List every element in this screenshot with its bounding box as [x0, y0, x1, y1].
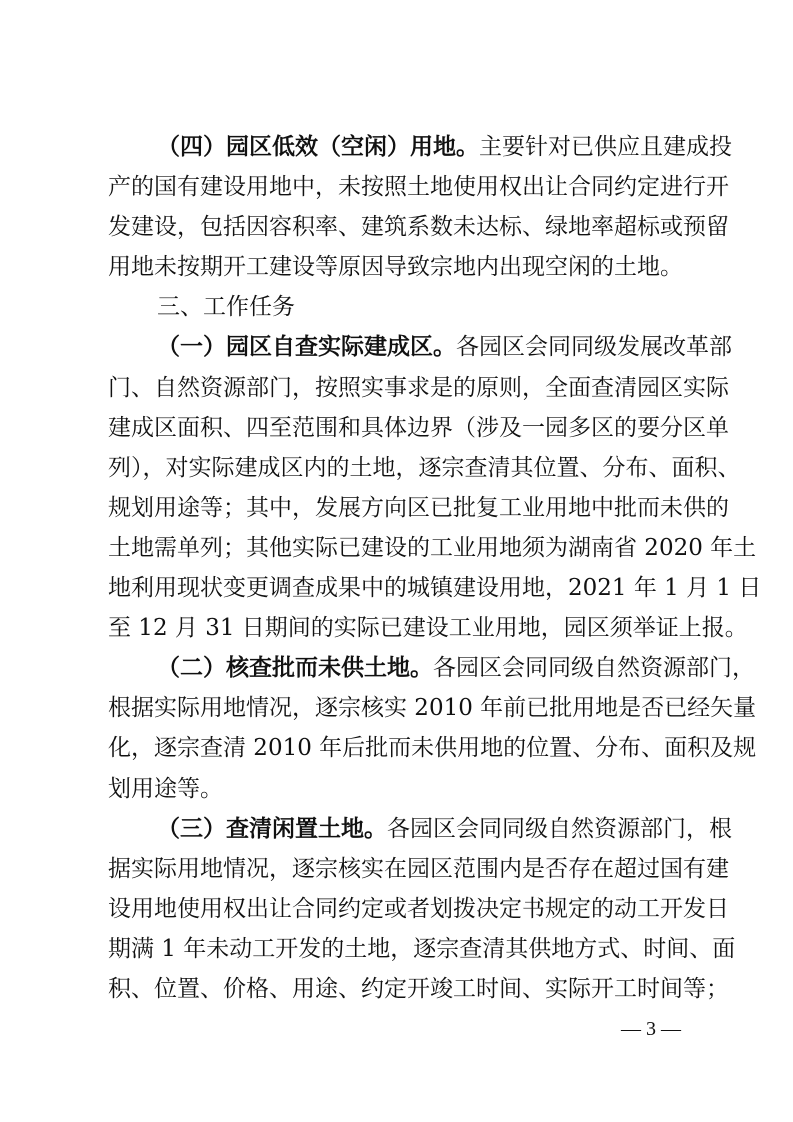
line-text: 据实际用地情况，逐宗核实在园区范围内是否存在超过国有建 — [108, 855, 729, 882]
line-text: 规划用途等；其中，发展方向区已批复工业用地中批而未供的 — [108, 494, 729, 521]
text-line — [108, 688, 757, 728]
line-text: 划用途等。 — [108, 775, 223, 802]
line-text: 积、位置、价格、用途、约定开竣工时间、实际开工时间等； — [108, 975, 729, 1002]
line-text: 各园区会同同级自然资源部门，根 — [387, 815, 732, 842]
text-line — [108, 368, 729, 408]
line-text: 地利用现状变更调查成果中的城镇建设用地，2021 年 1 月 1 日 — [108, 575, 762, 602]
line-text: 根据实际用地情况，逐宗核实 2010 年前已批用地是否已经矢量 — [108, 695, 757, 722]
text-line — [108, 849, 729, 889]
section-heading: （一）园区自查实际建成区。 — [157, 333, 456, 361]
text-line — [108, 327, 732, 367]
line-text: 列），对实际建成区内的土地，逐宗查清其位置、分布、面积、 — [108, 454, 741, 481]
line-text: 至 12 月 31 日期间的实际已建设工业用地，园区须举证上报。 — [108, 615, 748, 642]
text-line — [108, 287, 701, 327]
text-line — [108, 528, 757, 568]
document-body — [108, 127, 762, 1009]
text-line — [108, 568, 762, 608]
line-text: 建成区面积、四至范围和具体边界（涉及一园多区的要分区单 — [108, 414, 729, 441]
line-text: 土地需单列；其他实际已建设的工业用地须为湖南省 2020 年土 — [108, 534, 757, 561]
line-text: 门、自然资源部门，按照实事求是的原则，全面查清园区实际 — [108, 374, 729, 401]
text-line — [108, 448, 741, 488]
line-text: 产的国有建设用地中，未按照土地使用权出让合同约定进行开 — [108, 174, 729, 201]
line-text: 期满 1 年未动工开发的土地，逐宗查清其供地方式、时间、面 — [108, 935, 736, 962]
line-text: 主要针对已供应且建成投 — [479, 134, 732, 160]
text-line — [108, 769, 701, 809]
text-line — [108, 167, 729, 207]
section-heading: （二）核查批而未供土地。 — [157, 654, 433, 682]
text-line — [108, 728, 757, 768]
text-line — [108, 488, 729, 528]
section-heading: （四）园区低效（空闲）用地。 — [157, 133, 479, 160]
section-heading: （三）查清闲置土地。 — [157, 814, 387, 842]
text-line — [108, 608, 748, 648]
text-line — [108, 929, 736, 969]
line-text: 各园区会同同级自然资源部门， — [433, 655, 755, 682]
text-line — [108, 127, 732, 167]
line-text: 各园区会同同级发展改革部 — [456, 334, 732, 361]
text-line — [108, 809, 732, 849]
line-text: 设用地使用权出让合同约定或者划拨决定书规定的动工开发日 — [108, 895, 729, 922]
text-line — [108, 408, 729, 448]
line-text: 化，逐宗查清 2010 年后批而未供用地的位置、分布、面积及规 — [108, 735, 757, 762]
text-line — [108, 648, 755, 688]
line-text: 用地未按期开工建设等原因导致宗地内出现空闲的土地。 — [108, 254, 683, 281]
line-text: 三、工作任务 — [157, 294, 295, 321]
text-line — [108, 247, 701, 287]
line-text: 发建设，包括因容积率、建筑系数未达标、绿地率超标或预留 — [108, 214, 729, 241]
text-line — [108, 889, 729, 929]
text-line — [108, 969, 729, 1009]
page-number: — 3 — — [621, 1018, 681, 1040]
text-line — [108, 207, 729, 247]
